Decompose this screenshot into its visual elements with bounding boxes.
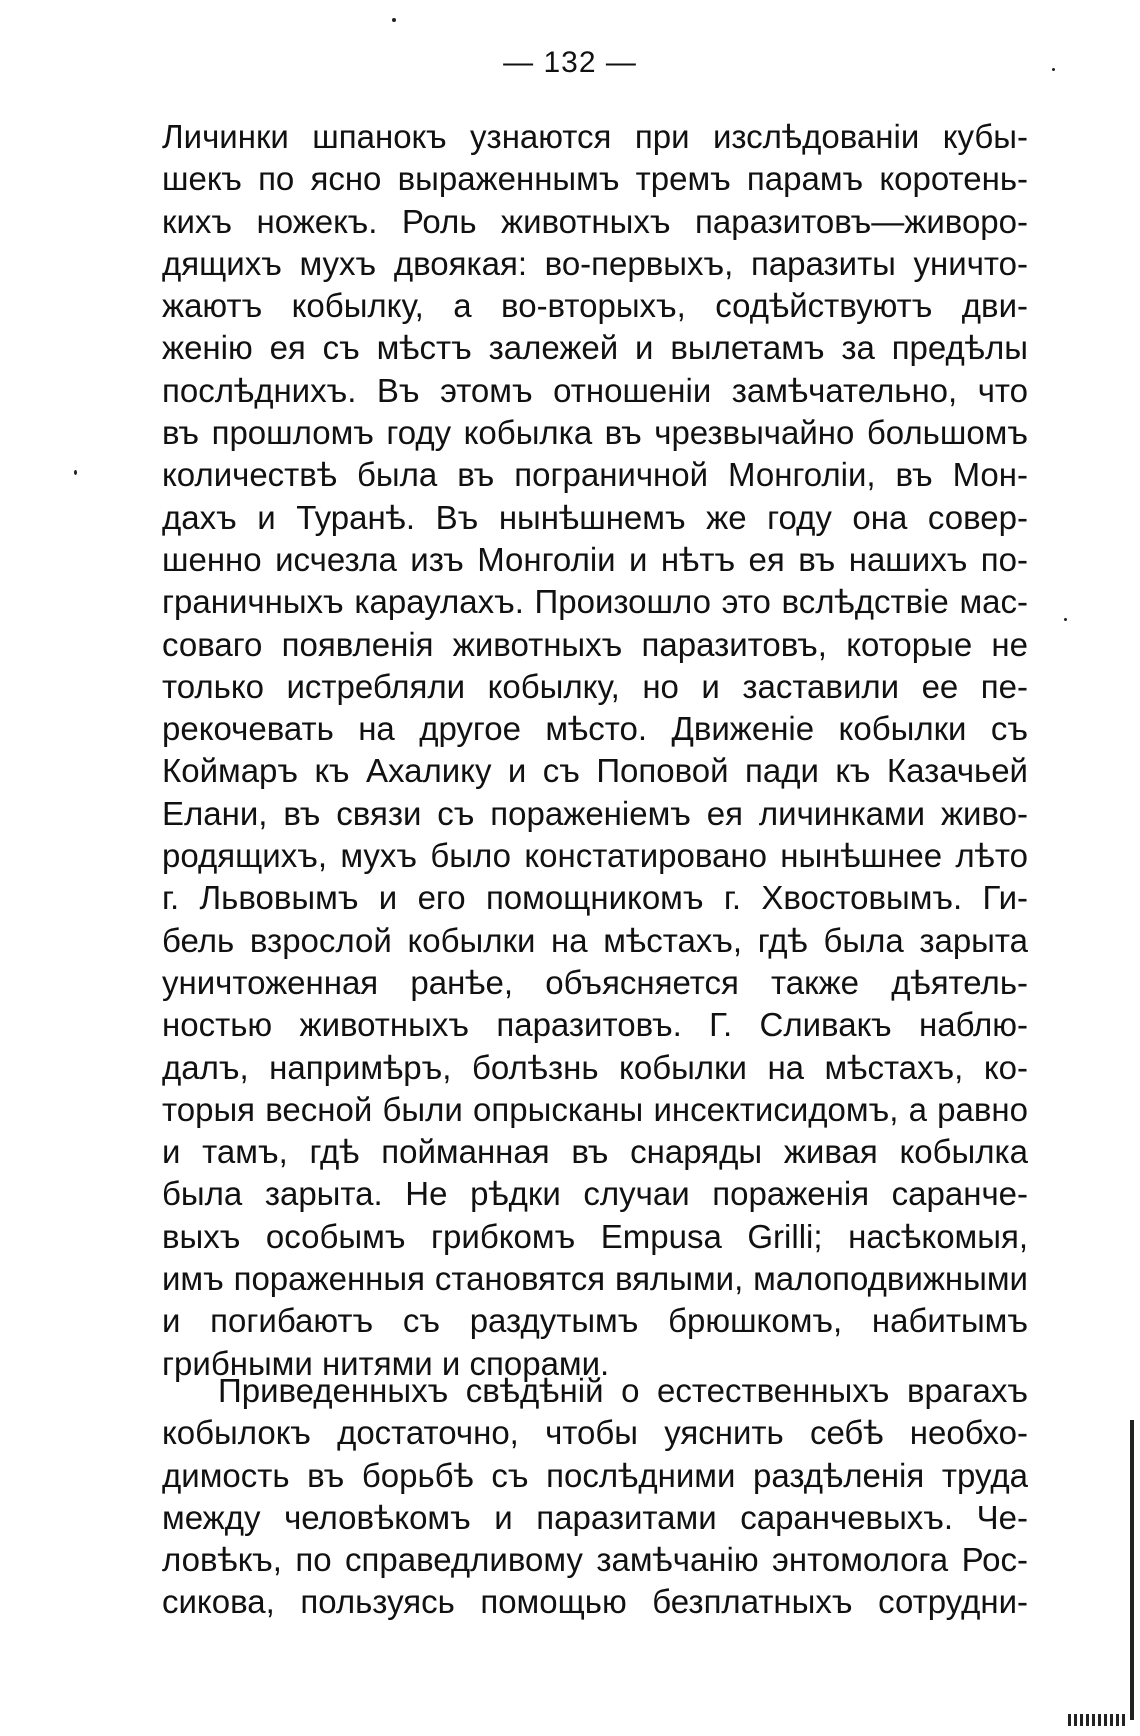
text-line: женію ея съ мѣстъ залежей и вылетамъ за предѣлы [162,329,1028,367]
print-speck [74,470,77,475]
print-speck [392,18,396,22]
text-line: уничтоженная ранѣе, объясняется также дѣятель- [162,963,1028,1001]
scan-edge-mark [1130,1420,1134,1720]
text-line: количествѣ была въ пограничной Монголіи, въ Мон- [162,456,1028,494]
scan-smudge [1068,1714,1128,1726]
text-line: Личинки шпанокъ узнаются при изслѣдованіи кубы- [162,118,1028,155]
paragraph-2 [162,1370,1028,1624]
print-speck [1052,68,1055,71]
text-line: грибными нитями и спорами. [162,1344,610,1382]
text-line: дящихъ мухъ двоякая: во-первыхъ, паразиты уничто- [162,244,1028,282]
text-line: послѣднихъ. Въ этомъ отношеніи замѣчательно, что [162,371,1028,409]
text-line: въ прошломъ году кобылка въ чрезвычайно большомъ [162,414,1028,452]
text-line: дахъ и Туранѣ. Въ нынѣшнемъ же году она совер- [162,498,1028,536]
page-number: — 132 — [503,46,637,79]
text-line: Елани, въ связи съ пораженіемъ ея личинками живо- [162,794,1028,832]
text-line: родящихъ, мухъ было констатировано нынѣшнее лѣто [162,837,1028,875]
paragraph-1 [162,116,1028,1385]
text-line: кихъ ножекъ. Роль животныхъ паразитовъ—живоро- [162,202,1028,240]
text-line: бель взрослой кобылки на мѣстахъ, гдѣ была зарыта [162,921,1028,959]
text-line: шекъ по ясно выраженнымъ тремъ парамъ коротень- [162,160,1028,198]
text-line: граничныхъ караулахъ. Произошло это вслѣдствіе мас- [162,583,1028,621]
text-line: только истребляли кобылку, но и заставили ее пе- [162,667,1028,705]
text-line: далъ, напримѣръ, болѣзнь кобылки на мѣстахъ, ко- [162,1048,1028,1086]
text-line: и тамъ, гдѣ пойманная въ снаряды живая кобылка [162,1133,1028,1171]
text-line: шенно исчезла изъ Монголіи и нѣтъ ея въ нашихъ по- [162,540,1028,578]
text-line: Приведенныхъ свѣдѣній о естественныхъ врагахъ [218,1372,1028,1409]
text-line: сикова, пользуясь помощью безплатныхъ сотрудни- [162,1583,1028,1621]
text-line: была зарыта. Не рѣдки случаи пораженія саранче- [162,1175,1028,1213]
text-line: димость въ борьбѣ съ послѣдними раздѣленія труда [162,1456,1028,1494]
text-line: между человѣкомъ и паразитами саранчевыхъ. Че- [162,1498,1028,1536]
text-line: и погибаютъ съ раздутымъ брюшкомъ, набитымъ [162,1302,1028,1340]
text-line: имъ пораженныя становятся вялыми, малоподвижными [162,1260,1028,1298]
text-line: торыя весной были опрысканы инсектисидомъ, а равно [162,1090,1028,1128]
text-line: кобылокъ достаточно, чтобы уяснить себѣ необхо- [162,1414,1028,1452]
text-line: соваго появленія животныхъ паразитовъ, которые не [162,625,1028,663]
text-line: ловѣкъ, по справедливому замѣчанію энтомолога Рос- [162,1541,1028,1579]
text-line: выхъ особымъ грибкомъ Empusa Grilli; насѣкомыя, [162,1217,1028,1255]
text-line: рекочевать на другое мѣсто. Движеніе кобылки съ [162,710,1028,748]
print-speck [1064,618,1067,621]
text-line: жаютъ кобылку, а во-вторыхъ, содѣйствуютъ дви- [162,287,1028,325]
text-line: Коймаръ къ Ахалику и съ Поповой пади къ Казачьей [162,752,1028,790]
text-line: ностью животныхъ паразитовъ. Г. Сливакъ наблю- [162,1006,1028,1044]
text-line: г. Львовымъ и его помощникомъ г. Хвостовымъ. Ги- [162,879,1028,917]
